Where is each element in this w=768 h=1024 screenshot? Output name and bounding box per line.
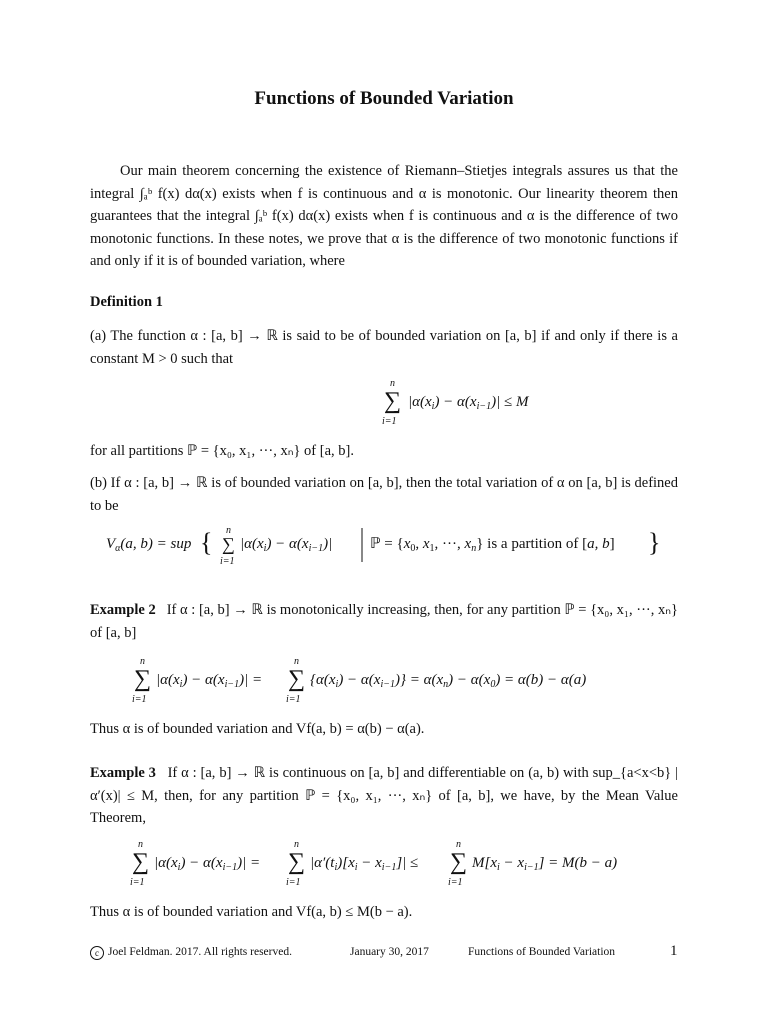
example-3-paragraph — [90, 762, 678, 830]
intro-paragraph: Our main theorem concerning the existence of Riemann–Stietjes integrals assures us that the integral ∫ₐᵇ f(x) dα(x) exists when f is continuous and α is monotonic. Our linearity theorem then guarantees that the integral ∫ₐᵇ f(x) dα(x) exists when f is continuous and α is the difference of two monotonic functions. In these notes, we prove that α is the difference of two monotonic functions if and only if it is of bounded variation, where — [90, 163, 678, 269]
svg-text:}: } — [648, 528, 661, 557]
footer-date: January 30, 2017 — [350, 946, 429, 958]
example-3-conclusion: Thus α is of bounded variation and Vf(a, b) ≤ M(b − a). — [90, 904, 413, 920]
svg-text:n: n — [456, 839, 461, 850]
page-title: Functions of Bounded Variation — [254, 88, 514, 109]
definition-heading: Definition 1 — [90, 294, 163, 310]
svg-text:Vα(a, b) = sup: $V_\alpha(a$, b) = sup — [106, 536, 192, 554]
svg-text:|α(xi) − α(xi−1)| ≤ M: $|\alpha(x_i) - \alpha(x_{i-1})| \le M$ — [408, 394, 529, 412]
equation-definition-b — [90, 522, 678, 570]
example-3-heading: Example 3 — [90, 765, 156, 781]
svg-text:i=1: i=1 — [382, 416, 397, 427]
svg-text:∑: ∑ — [384, 388, 402, 414]
svg-text:{: { — [200, 528, 213, 557]
svg-text:|α(xi) − α(xi−1)| =: $|\alpha(x_i) - \alpha(x_{i-1})|$ = — [156, 672, 263, 690]
svg-text:n: n — [294, 656, 299, 667]
svg-text:i=1: i=1 — [286, 877, 301, 888]
example-2-paragraph — [90, 599, 678, 644]
svg-text:∑: ∑ — [450, 849, 468, 875]
footer-running-title: Functions of Bounded Variation — [468, 946, 616, 958]
definition-part-a: (a) The function α : [a, b] → ℝ is said to be of bounded variation on [a, b] if and only if there is a constant M > 0 such that — [90, 328, 678, 367]
svg-text:{α(xi) − α(xi−1)} = α(xn) − α(: $\{\alpha(x_i) - \alpha(x_{i-1})\} = \alpha(x_n) - \alpha(x_0) = \alpha(b) - \alpha(a)$ — [310, 672, 587, 690]
svg-text:M[xi − xi−1] = M(b − a): $M[x_i - x_{i-1}] = M(b - a)$ — [472, 855, 618, 873]
example-2-text: If α : [a, b] → ℝ is monotonically increasing, then, for any partition ℙ = {x₀, x₁, ···, xₙ} of [a, b] — [90, 602, 679, 641]
copyright-icon: c — [90, 946, 104, 960]
svg-text:n: n — [138, 839, 143, 850]
svg-text:n: n — [226, 525, 231, 536]
svg-text:n: n — [294, 839, 299, 850]
svg-text:|α(xi) − α(xi−1)| =: $|\alpha(x_i) - \alpha(x_{i-1})|$ = — [154, 855, 261, 873]
svg-text:i=1: i=1 — [132, 694, 147, 705]
equation-example-3 — [90, 835, 678, 891]
svg-text:∑: ∑ — [132, 849, 150, 875]
footer-copyright: c Joel Feldman. 2017. All rights reserved. — [90, 946, 292, 960]
equation-definition-a — [90, 374, 678, 430]
svg-text:|α(xi) − α(xi−1)|: $|\alpha(x_i) - \alpha(x_{i-1})|$ — [240, 536, 333, 554]
definition-part-b: (b) If α : [a, b] → ℝ is of bounded variation on [a, b], then the total variation of α on [a, b] is defined to be — [90, 475, 678, 514]
svg-text:∑: ∑ — [288, 849, 306, 875]
svg-text:∑: ∑ — [222, 534, 235, 554]
example-3-text: If α : [a, b] → ℝ is continuous on [a, b] and differentiable on (a, b) with sup_{a<x<b} |α′(x)| ≤ M, then, for any partition ℙ = {x₀, x₁, ···, xₙ} of [a, b], we have, by the Mean Value Theorem, — [90, 765, 679, 826]
svg-text:i=1: i=1 — [286, 694, 301, 705]
definition-a-conclusion: for all partitions ℙ = {x₀, x₁, ···, xₙ} of [a, b]. — [90, 443, 354, 459]
svg-text:|α′(ti)[xi − xi−1]| ≤: $|\alpha'(t_i)[x_i - x_{i-1}]|$ ≤ — [310, 855, 419, 873]
svg-text:∑: ∑ — [288, 666, 306, 692]
example-2-heading: Example 2 — [90, 602, 156, 618]
equation-example-2 — [90, 652, 678, 708]
svg-text:n: n — [390, 378, 395, 389]
svg-text:n: n — [140, 656, 145, 667]
example-2-conclusion: Thus α is of bounded variation and Vf(a, b) = α(b) − α(a). — [90, 721, 425, 737]
svg-text:i=1: i=1 — [220, 556, 235, 567]
svg-text:i=1: i=1 — [130, 877, 145, 888]
svg-text:i=1: i=1 — [448, 877, 463, 888]
svg-text:ℙ = {x0, x1, ···, xn} is a par: ℙ = {$x_0$, $x_1$, ···, $x_n$} is a partition of [a, b] — [370, 536, 615, 554]
svg-text:∑: ∑ — [134, 666, 152, 692]
page-number: 1 — [670, 943, 678, 959]
